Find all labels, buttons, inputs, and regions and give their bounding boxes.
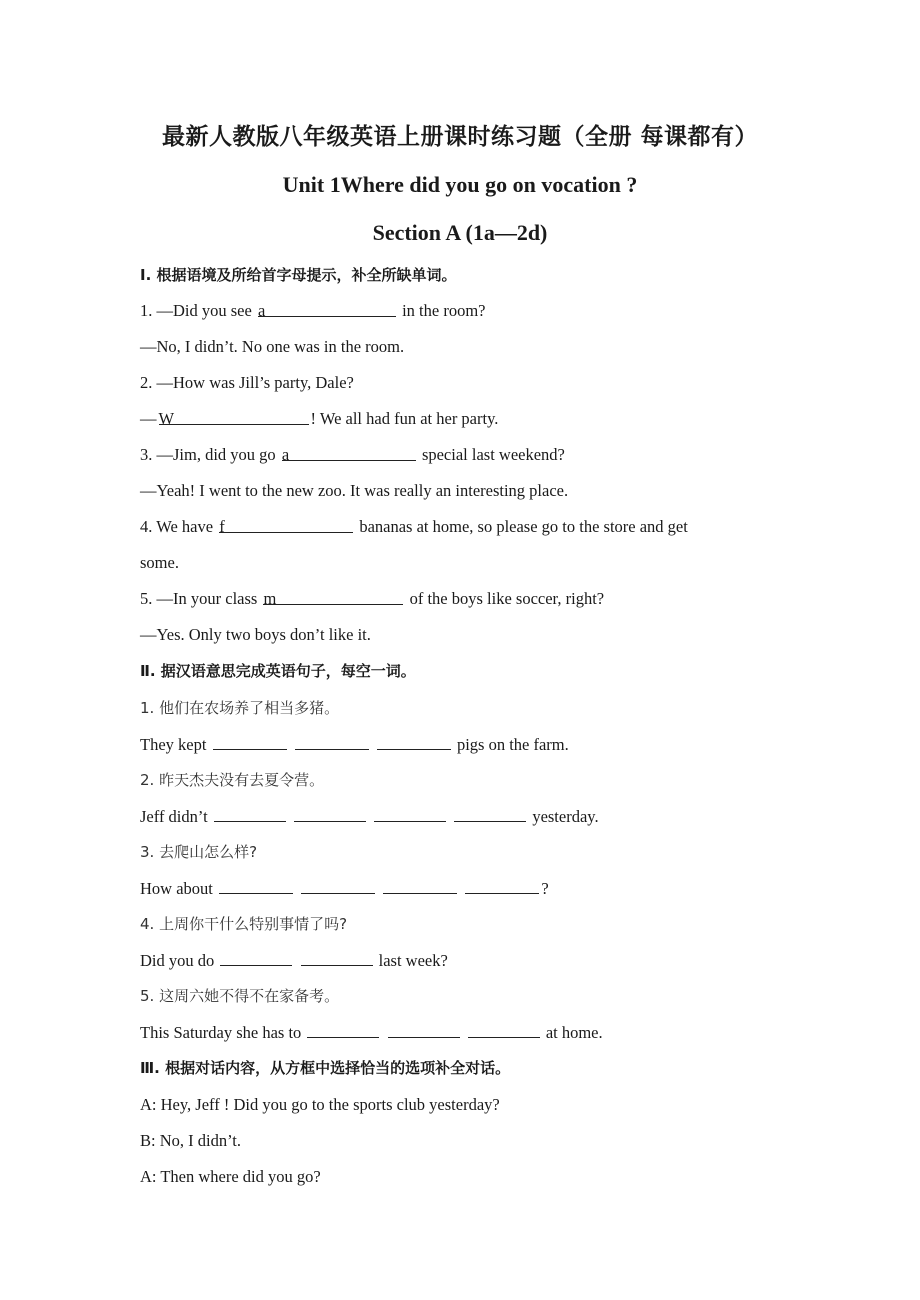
part3-heading: Ⅲ. 根据对话内容，从方框中选择恰当的选项补全对话。	[140, 1059, 511, 1077]
q-text: special last weekend?	[417, 445, 565, 464]
answer-blank[interactable]	[257, 300, 396, 320]
answer-blank[interactable]	[374, 805, 446, 822]
hint-letter: m	[263, 589, 277, 608]
answer-blank[interactable]	[377, 733, 451, 750]
answer-blank[interactable]	[213, 733, 287, 750]
part2-q3-chinese: 3. 去爬山怎么样?	[140, 843, 258, 861]
answer-blank[interactable]	[383, 877, 457, 894]
hint-letter: a	[257, 301, 266, 320]
q-text: 3. —Jim, did you go	[140, 445, 280, 464]
answer-blank[interactable]	[158, 408, 309, 428]
part1-q5	[140, 588, 604, 610]
q-text: bananas at home, so please go to the store and get	[355, 517, 688, 536]
hint-letter: W	[158, 409, 175, 428]
q-text: ?	[541, 879, 549, 898]
answer-blank[interactable]	[219, 877, 293, 894]
answer-blank[interactable]	[388, 1021, 460, 1038]
hint-letter: f	[219, 517, 225, 536]
answer-blank[interactable]	[454, 805, 526, 822]
q-text: Did you do	[140, 951, 219, 970]
q-text: pigs on the farm.	[452, 735, 569, 754]
answer-blank[interactable]	[468, 1021, 540, 1038]
q-text: 5. —In your class	[140, 589, 262, 608]
answer-blank[interactable]	[465, 877, 539, 894]
part2-q2-chinese: 2. 昨天杰夫没有去夏令营。	[140, 771, 325, 789]
answer-blank[interactable]	[301, 877, 375, 894]
part1-q4-cont: some.	[140, 553, 179, 572]
part2-q5-chinese: 5. 这周六她不得不在家备考。	[140, 987, 340, 1005]
q-text: —	[140, 409, 157, 428]
answer-blank[interactable]	[263, 588, 403, 608]
answer-blank[interactable]	[301, 949, 373, 966]
dialogue-line: B: No, I didn’t.	[140, 1131, 241, 1150]
unit-title: Unit 1Where did you go on vocation ?	[282, 172, 638, 197]
section-title: Section A (1a—2d)	[372, 220, 548, 245]
hint-letter: a	[281, 445, 290, 464]
q-text: Jeff didn’t	[140, 807, 212, 826]
part2-q1-chinese: 1. 他们在农场养了相当多猪。	[140, 699, 340, 717]
part1-q2: 2. —How was Jill’s party, Dale?	[140, 373, 354, 392]
q-text: last week?	[374, 951, 448, 970]
part2-q4	[140, 949, 448, 972]
answer-blank[interactable]	[294, 805, 366, 822]
part1-q5-answer: —Yes. Only two boys don’t like it.	[140, 625, 371, 644]
answer-blank[interactable]	[295, 733, 369, 750]
q-text: 1. —Did you see	[140, 301, 256, 320]
part1-q2-answer	[140, 408, 498, 430]
answer-blank[interactable]	[307, 1021, 379, 1038]
part1-q1-answer: —No, I didn’t. No one was in the room.	[140, 337, 405, 356]
part1-heading: Ⅰ. 根据语境及所给首字母提示，补全所缺单词。	[140, 266, 457, 284]
q-text: ! We all had fun at her party.	[310, 409, 499, 428]
part1-q4	[140, 516, 688, 538]
q-text: at home.	[541, 1023, 603, 1042]
q-text: of the boys like soccer, right?	[405, 589, 605, 608]
part1-q1	[140, 300, 485, 322]
answer-blank[interactable]	[220, 949, 292, 966]
q-text: yesterday.	[528, 807, 599, 826]
dialogue-line: A: Hey, Jeff ! Did you go to the sports club yesterday?	[140, 1095, 500, 1114]
q-text: They kept	[140, 735, 211, 754]
answer-blank[interactable]	[214, 805, 286, 822]
main-title: 最新人教版八年级英语上册课时练习题（全册 每课都有）	[161, 124, 758, 150]
part2-q5	[140, 1021, 603, 1044]
answer-blank[interactable]	[281, 444, 416, 464]
part2-q1	[140, 733, 569, 756]
answer-blank[interactable]	[219, 516, 353, 536]
dialogue-line: A: Then where did you go?	[140, 1167, 321, 1186]
part1-q3-answer: —Yeah! I went to the new zoo. It was really an interesting place.	[140, 481, 569, 500]
part2-q2	[140, 805, 599, 828]
part2-q4-chinese: 4. 上周你干什么特别事情了吗?	[140, 915, 348, 933]
q-text: How about	[140, 879, 217, 898]
part1-q3	[140, 444, 565, 466]
q-text: 4. We have	[140, 517, 218, 536]
part2-q3	[140, 877, 549, 900]
q-text: in the room?	[397, 301, 486, 320]
q-text: This Saturday she has to	[140, 1023, 306, 1042]
part2-heading: Ⅱ. 据汉语意思完成英语句子，每空一词。	[140, 662, 416, 680]
